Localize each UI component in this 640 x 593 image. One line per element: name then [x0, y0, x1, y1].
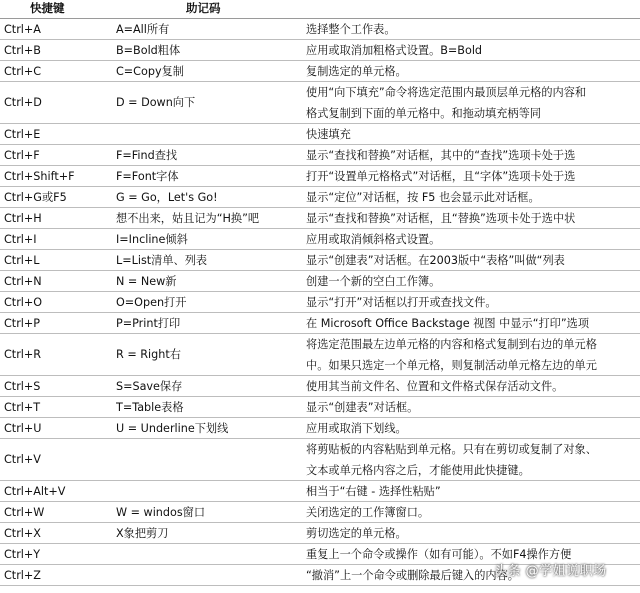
description: [306, 145, 638, 165]
mnemonic: T=Table表格: [116, 400, 184, 414]
table-header: [0, 0, 640, 19]
table-row: [0, 19, 640, 40]
table-row: [0, 271, 640, 292]
table-row: [0, 292, 640, 313]
description-line: 剪切选定的单元格。: [306, 527, 407, 540]
shortcut-key: Ctrl+Shift+F: [4, 169, 75, 183]
mnemonic: B=Bold粗体: [116, 43, 181, 57]
description-line: 快速填充: [306, 128, 351, 141]
table-row: [0, 229, 640, 250]
table-row: [0, 481, 640, 502]
description: [306, 187, 638, 207]
shortcut-key: Ctrl+F: [4, 148, 40, 162]
description-line: 应用或取消倾斜格式设置。: [306, 233, 441, 246]
shortcut-key: Ctrl+X: [4, 526, 41, 540]
description: [306, 439, 638, 480]
shortcut-key: Ctrl+N: [4, 274, 42, 288]
shortcut-key: Ctrl+Y: [4, 547, 41, 561]
shortcut-key: Ctrl+B: [4, 43, 41, 57]
table-row: [0, 397, 640, 418]
description: [306, 250, 638, 270]
description-line: 重复上一个命令或操作（如有可能）。不如F4操作方便: [306, 548, 572, 561]
shortcut-key: Ctrl+T: [4, 400, 41, 414]
description: [306, 502, 638, 522]
mnemonic: F=Font字体: [116, 169, 179, 183]
description-line: 显示“定位”对话框，按 F5 也会显示此对话框。: [306, 191, 540, 204]
table-row: [0, 208, 640, 229]
shortcut-key: Ctrl+L: [4, 253, 40, 267]
description-line: 格式复制到下面的单元格中。和拖动填充柄等同: [306, 107, 541, 120]
description: [306, 523, 638, 543]
mnemonic: S=Save保存: [116, 379, 183, 393]
mnemonic: G = Go，Let's Go!: [116, 190, 218, 204]
mnemonic: 想不出来，姑且记为“H换”吧: [116, 211, 260, 225]
mnemonic: A=All所有: [116, 22, 170, 36]
description-line: 显示“查找和替换”对话框，其中的“查找”选项卡处于选: [306, 149, 576, 162]
description-line: 将剪贴板的内容粘贴到单元格。只有在剪切或复制了对象、: [306, 443, 597, 456]
table-row: [0, 523, 640, 544]
table-row: [0, 250, 640, 271]
shortcut-key: Ctrl+V: [4, 453, 41, 466]
table-row: [0, 61, 640, 82]
description-line: 显示“创建表”对话框。: [306, 401, 419, 414]
shortcut-key: Ctrl+Alt+V: [4, 484, 66, 498]
description: [306, 40, 638, 60]
description: [306, 481, 638, 501]
description-line: 使用其当前文件名、位置和文件格式保存活动文件。: [306, 380, 564, 393]
description-line: 相当于“右键 - 选择性粘贴”: [306, 485, 441, 498]
description-line: 复制选定的单元格。: [306, 65, 407, 78]
description-line: 中。如果只选定一个单元格，则复制活动单元格左边的单元: [306, 359, 597, 372]
mnemonic: U = Underline下划线: [116, 421, 229, 435]
mnemonic: [116, 439, 302, 480]
mnemonic: X象把剪刀: [116, 526, 169, 540]
shortcut-key: Ctrl+Z: [4, 568, 41, 582]
mnemonic: C=Copy复制: [116, 64, 184, 78]
description: [306, 124, 638, 144]
table-row: [0, 82, 640, 124]
shortcut-key: Ctrl+I: [4, 232, 37, 246]
description-line: “撤消”上一个命令或删除最后键入的内容。: [306, 569, 519, 582]
description-line: 应用或取消下划线。: [306, 422, 407, 435]
description: [306, 292, 638, 312]
description-line: 将选定范围最左边单元格的内容和格式复制到右边的单元格: [306, 338, 597, 351]
description-line: 选择整个工作表。: [306, 23, 396, 36]
table-row: [0, 439, 640, 481]
table-row: [0, 334, 640, 376]
mnemonic: N = New新: [116, 274, 177, 288]
description: [306, 376, 638, 396]
table-row: [0, 40, 640, 61]
table-row: [0, 313, 640, 334]
table-row: [0, 418, 640, 439]
watermark: 头条 @学姐说职场: [494, 564, 607, 579]
mnemonic: W = windos窗口: [116, 505, 206, 519]
table-row: [0, 124, 640, 145]
description-line: 显示“打开”对话框以打开或查找文件。: [306, 296, 497, 309]
description: [306, 229, 638, 249]
description: [306, 82, 638, 123]
shortcut-key: Ctrl+C: [4, 64, 42, 78]
shortcut-key: Ctrl+S: [4, 379, 41, 393]
shortcut-key: Ctrl+G或F5: [4, 190, 67, 204]
description-line: 关闭选定的工作簿窗口。: [306, 506, 430, 519]
description-line: 显示“查找和替换”对话框，且“替换”选项卡处于选中状: [306, 212, 576, 225]
shortcut-key: Ctrl+P: [4, 316, 41, 330]
shortcut-key: Ctrl+H: [4, 211, 42, 225]
mnemonic: L=List清单、列表: [116, 253, 208, 267]
shortcut-key: Ctrl+R: [4, 348, 42, 361]
shortcut-key: Ctrl+O: [4, 295, 43, 309]
table-row: [0, 145, 640, 166]
table-row: [0, 376, 640, 397]
shortcut-key: Ctrl+U: [4, 421, 42, 435]
description: [306, 19, 638, 39]
shortcut-key: Ctrl+E: [4, 127, 41, 141]
table-row: [0, 502, 640, 523]
table-body: [0, 19, 640, 586]
description: [306, 61, 638, 81]
description: [306, 418, 638, 438]
header-shortcut-key: 快捷键: [30, 1, 65, 15]
mnemonic: [116, 481, 302, 501]
mnemonic: F=Find查找: [116, 148, 178, 162]
mnemonic: [116, 124, 302, 144]
table-row: [0, 166, 640, 187]
description-line: 文本或单元格内容之后，才能使用此快捷键。: [306, 464, 530, 477]
table-row: [0, 187, 640, 208]
description-line: 在 Microsoft Office Backstage 视图 中显示“打印”选项: [306, 317, 590, 330]
description: [306, 208, 638, 228]
shortcut-key: Ctrl+D: [4, 96, 42, 109]
mnemonic: P=Print打印: [116, 316, 181, 330]
mnemonic: O=Open打开: [116, 295, 187, 309]
description-line: 使用“向下填充”命令将选定范围内最顶层单元格的内容和: [306, 86, 587, 99]
description: [306, 397, 638, 417]
mnemonic: [116, 565, 302, 585]
mnemonic: R = Right右: [116, 348, 181, 361]
mnemonic: D = Down向下: [116, 96, 196, 109]
description-line: 应用或取消加粗格式设置。B=Bold: [306, 44, 483, 57]
description: [306, 313, 638, 333]
header-mnemonic: 助记码: [186, 1, 221, 15]
shortcut-key: Ctrl+W: [4, 505, 45, 519]
mnemonic: I=Incline倾斜: [116, 232, 188, 246]
description-line: 打开“设置单元格格式”对话框，且“字体”选项卡处于选: [306, 170, 576, 183]
shortcut-key: Ctrl+A: [4, 22, 41, 36]
description: [306, 334, 638, 375]
description-line: 显示“创建表”对话框。在2003版中“表格”叫做“列表: [306, 254, 565, 267]
description-line: 创建一个新的空白工作簿。: [306, 275, 441, 288]
description: [306, 271, 638, 291]
description: [306, 166, 638, 186]
mnemonic: [116, 544, 302, 564]
